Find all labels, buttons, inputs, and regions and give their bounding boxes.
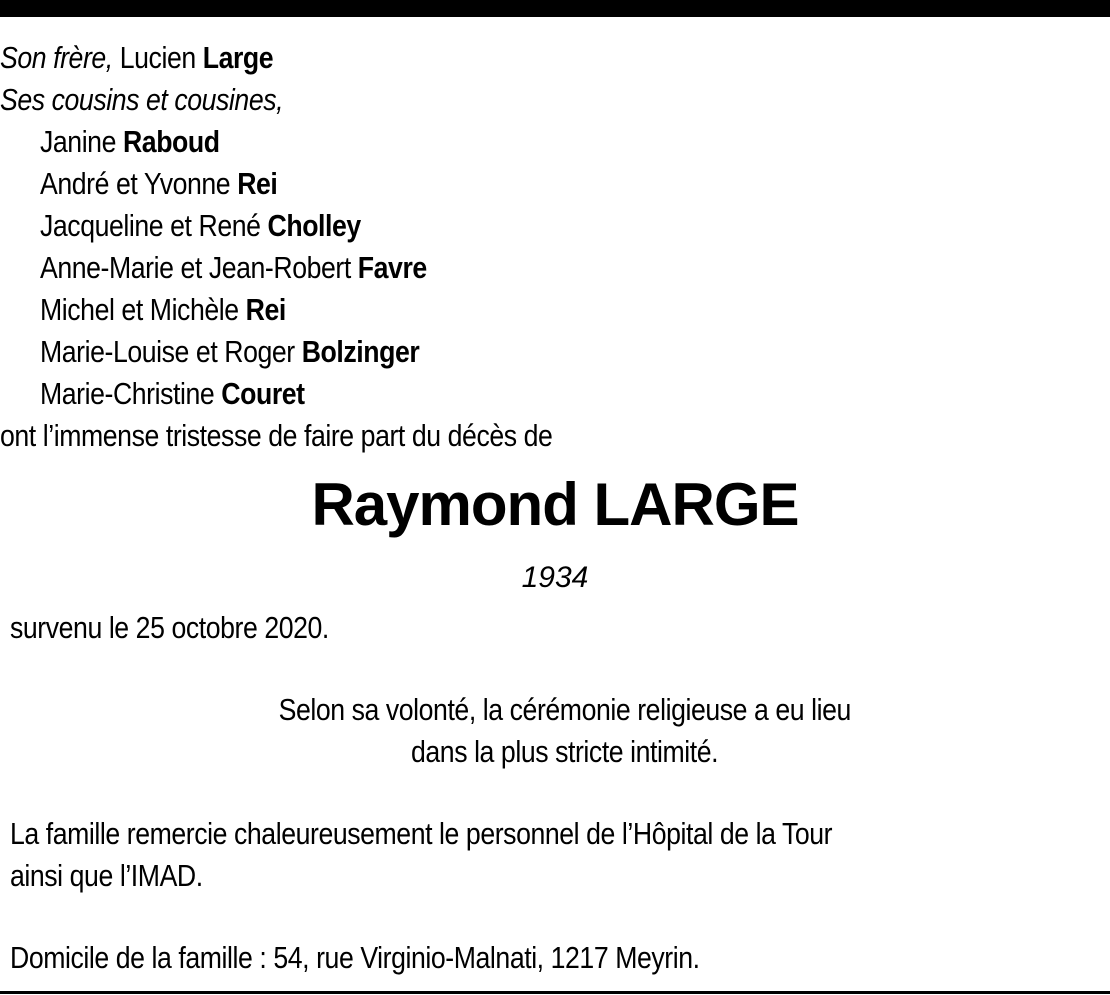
cousin-last-name: Rei xyxy=(237,166,278,201)
brother-relation: Son frère, xyxy=(0,40,113,75)
bottom-border-rule xyxy=(0,991,1110,994)
death-date: survenu le 25 octobre 2020. xyxy=(10,610,329,645)
ceremony-line xyxy=(0,734,1110,770)
cousin-line xyxy=(40,376,305,412)
cousins-heading: Ses cousins et cousines, xyxy=(0,82,284,117)
cousin-first-names: Marie-Christine xyxy=(40,376,215,411)
thanks-line: ainsi que l’IMAD. xyxy=(10,858,203,893)
cousin-line xyxy=(40,166,277,202)
top-border-rule xyxy=(0,0,1110,17)
cousin-first-names: Anne-Marie et Jean-Robert xyxy=(40,250,351,285)
brother-first-name: Lucien xyxy=(119,40,196,75)
cousin-first-names: Jacqueline et René xyxy=(40,208,261,243)
brother-line xyxy=(0,40,273,76)
cousin-first-names: Michel et Michèle xyxy=(40,292,239,327)
family-address: Domicile de la famille : 54, rue Virginio-Malnati, 1217 Meyrin. xyxy=(10,940,700,975)
deceased-name: Raymond LARGE xyxy=(311,471,799,538)
cousin-line xyxy=(40,334,419,370)
ceremony-text: Selon sa volonté, la cérémonie religieuse a eu lieu xyxy=(278,692,852,727)
thanks-line: La famille remercie chaleureusement le personnel de l’Hôpital de la Tour xyxy=(10,816,833,851)
cousin-first-names: Marie-Louise et Roger xyxy=(40,334,295,369)
birth-year: 1934 xyxy=(521,561,589,594)
cousin-line xyxy=(40,250,427,286)
intro-text: ont l’immense tristesse de faire part du décès de xyxy=(0,418,553,453)
cousin-first-names: Janine xyxy=(40,124,116,159)
cousin-last-name: Cholley xyxy=(267,208,361,243)
cousin-line xyxy=(40,292,286,328)
cousin-last-name: Rei xyxy=(245,292,286,327)
ceremony-text: dans la plus stricte intimité. xyxy=(411,734,719,769)
cousin-last-name: Couret xyxy=(221,376,305,411)
ceremony-line xyxy=(0,692,1110,728)
cousin-last-name: Favre xyxy=(357,250,427,285)
cousin-last-name: Raboud xyxy=(122,124,220,159)
cousin-line xyxy=(40,124,220,160)
brother-last-name: Large xyxy=(202,40,274,75)
cousin-line xyxy=(40,208,361,244)
cousin-last-name: Bolzinger xyxy=(301,334,420,369)
cousin-first-names: André et Yvonne xyxy=(40,166,231,201)
